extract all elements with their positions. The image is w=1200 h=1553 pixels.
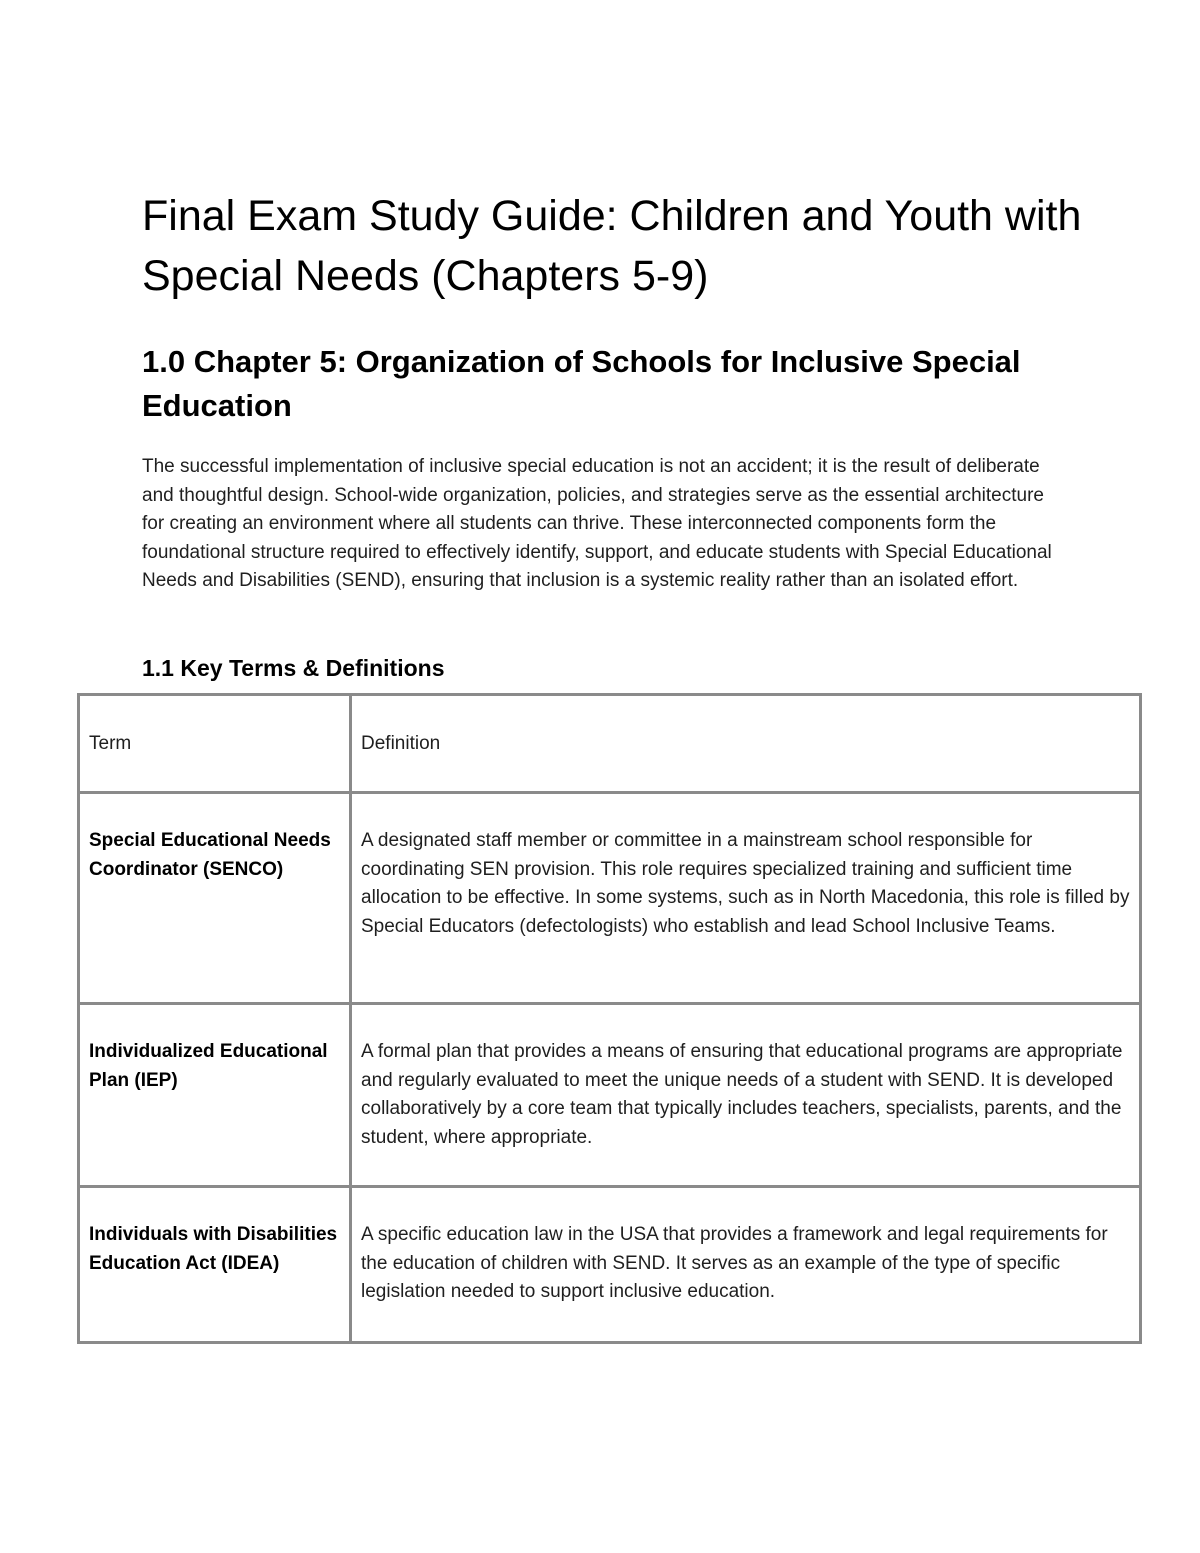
term-cell: Individualized Educational Plan (IEP) <box>79 1004 351 1187</box>
header-term-cell: Term <box>79 695 351 793</box>
section-heading: 1.0 Chapter 5: Organization of Schools for Inclusive Special Education <box>142 344 1021 423</box>
definition-cell: A formal plan that provides a means of ensuring that educational programs are appropriate and regularly evaluated to meet the unique needs of a student with SEND. It is developed collaboratively by a core team that typically includes teachers, specialists, parents, and the student, where appropriate. <box>351 1004 1141 1187</box>
table-header-row <box>79 695 1141 793</box>
table-row <box>79 1004 1141 1187</box>
term-cell: Individuals with Disabilities Education Act (IDEA) <box>79 1187 351 1343</box>
document-title: Final Exam Study Guide: Children and Youth with Special Needs (Chapters 5-9) <box>142 192 1082 300</box>
table-row <box>79 793 1141 1004</box>
definition-cell: A specific education law in the USA that provides a framework and legal requirements for the education of children with SEND. It serves as an example of the type of specific legislation needed to support inclusive education. <box>351 1187 1141 1343</box>
intro-paragraph: The successful implementation of inclusive special education is not an accident; it is the result of deliberate and thoughtful design. School-wide organization, policies, and strategies serve as the essential architecture for creating an environment where all students can thrive. These interconnected components form the foundational structure required to effectively identify, support, and educate students with Special Educational Needs and Disabilities (SEND), ensuring that inclusion is a systemic reality rather than an isolated effort. <box>142 456 1052 592</box>
subsection-heading: 1.1 Key Terms & Definitions <box>142 655 445 681</box>
definition-cell: A designated staff member or committee in a mainstream school responsible for coordinating SEN provision. This role requires specialized training and sufficient time allocation to be effective. In some systems, such as in North Macedonia, this role is filled by Special Educators (defectologists) who establish and lead School Inclusive Teams. <box>351 793 1141 1004</box>
header-definition-cell: Definition <box>351 695 1141 793</box>
key-terms-table <box>77 693 1142 1344</box>
term-cell: Special Educational Needs Coordinator (SENCO) <box>79 793 351 1004</box>
table-row <box>79 1187 1141 1343</box>
